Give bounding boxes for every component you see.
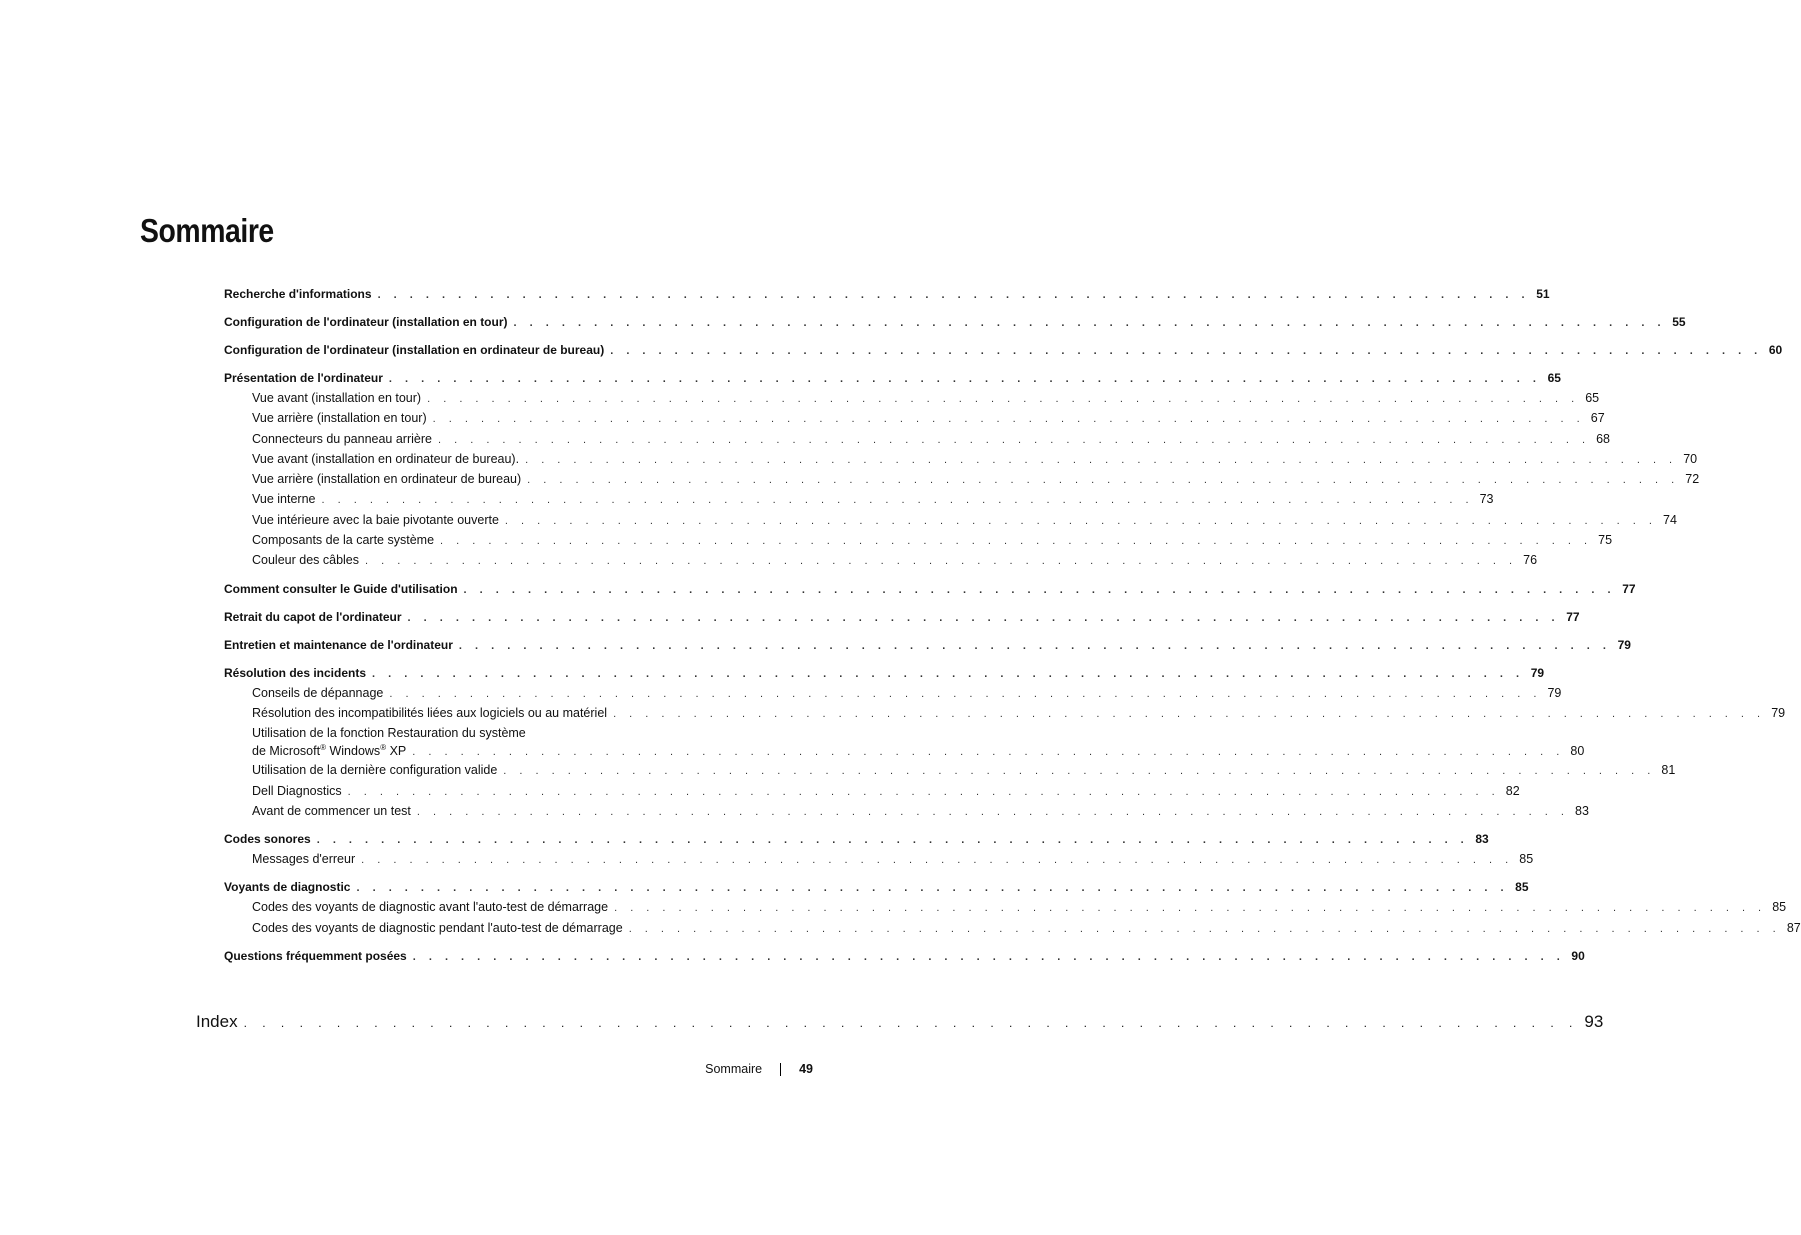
toc-subentry-page: 82 xyxy=(1505,783,1520,798)
leader-dots: . . . . . . . . . . . . . . . . . . . . . . . . . . . . . . . . . . . . . . . . . . . . . . . . . . . . . . . . . . . . . . . . . . . . . . . . xyxy=(513,317,1666,329)
leader-dots: . . . . . . . . . . . . . . . . . . . . . . . . . . . . . . . . . . . . . . . . . . . . . . . . . . . . . . . . . . . . . . . . . . . . . . . . xyxy=(377,289,1530,301)
toc-subentry[interactable] xyxy=(224,852,1534,872)
toc-subentry[interactable] xyxy=(224,512,1677,533)
toc-entry-page: 90 xyxy=(1571,949,1585,964)
toc-entry-page: 51 xyxy=(1536,287,1550,301)
registered-mark: ® xyxy=(320,743,326,753)
toc-subentry-label-line1: Utilisation de la fonction Restauration du système xyxy=(252,726,526,741)
toc-subentry-label: Vue arrière (installation en ordinateur de bureau) xyxy=(252,472,522,487)
toc-subentry-label: Vue arrière (installation en tour) xyxy=(252,411,427,426)
toc-subentry-page: 85 xyxy=(1772,900,1787,915)
leader-dots: . . . . . . . . . . . . . . . . . . . . . . . . . . . . . . . . . . . . . . . . . . . . . . . . . . . . . . . . . . . . . . . . . . . . . . . . xyxy=(243,1016,1579,1030)
toc-subentry-label: Connecteurs du panneau arrière xyxy=(252,431,432,446)
leader-dots: . . . . . . . . . . . . . . . . . . . . . . . . . . . . . . . . . . . . . . . . . . . . . . . . . . . . . . . . . . . . . . . . . . . . . . . . xyxy=(416,805,1569,818)
toc-subentry-page: 67 xyxy=(1590,411,1605,426)
toc-subentry[interactable] xyxy=(224,431,1611,452)
toc-subentry[interactable] xyxy=(224,411,1605,431)
leader-dots: . . . . . . . . . . . . . . . . . . . . . . . . . . . . . . . . . . . . . . . . . . . . . . . . . . . . . . . . . . . . . . . . . . . . . . . . xyxy=(407,611,1560,624)
page-footer xyxy=(0,1062,813,1076)
leader-dots: . . . . . . . . . . . . . . . . . . . . . . . . . . . . . . . . . . . . . . . . . . . . . . . . . . . . . . . . . . . . . . . . . . . . . . . . xyxy=(613,707,1766,720)
toc-entry[interactable] xyxy=(224,371,1561,391)
registered-mark: ® xyxy=(380,743,387,753)
toc-subentry-page: 87 xyxy=(1786,920,1801,935)
toc-entry[interactable] xyxy=(224,832,1489,852)
toc-entry-page: 60 xyxy=(1768,343,1783,357)
toc-subentry[interactable] xyxy=(224,705,1786,726)
toc-subentry-label: Conseils de dépannage xyxy=(252,685,384,700)
leader-dots: . . . . . . . . . . . . . . . . . . . . . . . . . . . . . . . . . . . . . . . . . . . . . . . . . . . . . . . . . . . . . . . . . . . . . . . . xyxy=(440,535,1593,548)
toc-subentry-page: 79 xyxy=(1771,705,1786,720)
toc-subentry-page: 80 xyxy=(1570,744,1585,759)
toc-subentry[interactable] xyxy=(224,920,1801,941)
toc-entry-label: Codes sonores xyxy=(224,832,311,847)
toc-subentry-label: Codes des voyants de diagnostic avant l'auto-test de démarrage xyxy=(252,900,609,915)
toc-subentry[interactable] xyxy=(224,803,1589,824)
toc-subentry-label: Vue avant (installation en ordinateur de bureau). xyxy=(252,451,520,466)
toc-subentry-label: Avant de commencer un test xyxy=(252,803,411,818)
toc-subentry[interactable] xyxy=(224,533,1613,553)
toc-entry-page: 55 xyxy=(1672,315,1686,329)
toc-index-entry[interactable] xyxy=(196,1012,1604,1032)
toc-entry[interactable] xyxy=(224,315,1686,335)
toc-subentry-label: Codes des voyants de diagnostic pendant l'auto-test de démarrage xyxy=(252,920,623,935)
toc-subentry-page: 73 xyxy=(1479,492,1494,507)
leader-dots: . . . . . . . . . . . . . . . . . . . . . . . . . . . . . . . . . . . . . . . . . . . . . . . . . . . . . . . . . . . . . . . . . . . . . . . . xyxy=(503,765,1656,778)
leader-dots: . . . . . . . . . . . . . . . . . . . . . . . . . . . . . . . . . . . . . . . . . . . . . . . . . . . . . . . . . . . . . . . . . . . . . . . . xyxy=(361,854,1514,867)
toc-subentry-page: 76 xyxy=(1523,553,1538,568)
leader-dots: . . . . . . . . . . . . . . . . . . . . . . . . . . . . . . . . . . . . . . . . . . . . . . . . . . . . . . . . . . . . . . . . . . . . . . . . xyxy=(412,746,1565,759)
toc-entry-label: Configuration de l'ordinateur (installation en ordinateur de bureau) xyxy=(224,343,605,357)
toc-subentry-label-line2: de Microsoft® Windows® XP xyxy=(252,743,407,759)
footer-page-number: 49 xyxy=(799,1062,813,1076)
leader-dots: . . . . . . . . . . . . . . . . . . . . . . . . . . . . . . . . . . . . . . . . . . . . . . . . . . . . . . . . . . . . . . . . . . . . . . . . xyxy=(321,494,1474,507)
toc-subentry-label: Résolution des incompatibilités liées aux logiciels ou au matériel xyxy=(252,705,608,720)
leader-dots: . . . . . . . . . . . . . . . . . . . . . . . . . . . . . . . . . . . . . . . . . . . . . . . . . . . . . . . . . . . . . . . . . . . . . . . . xyxy=(389,687,1542,700)
toc-entry-label: Configuration de l'ordinateur (installation en tour) xyxy=(224,315,508,329)
toc-entry-label: Recherche d'informations xyxy=(224,287,372,301)
footer-section: Sommaire xyxy=(705,1062,763,1076)
leader-dots: . . . . . . . . . . . . . . . . . . . . . . . . . . . . . . . . . . . . . . . . . . . . . . . . . . . . . . . . . . . . . . . . . . . . . . . . xyxy=(458,639,1611,652)
toc-subentry-label: Utilisation de la dernière configuration valide xyxy=(252,763,498,778)
toc-entry-page: 77 xyxy=(1622,581,1636,596)
toc-entry-label: Entretien et maintenance de l'ordinateur xyxy=(224,637,453,652)
index-label: Index xyxy=(196,1012,238,1031)
toc-subentry-page: 85 xyxy=(1519,852,1534,867)
leader-dots: . . . . . . . . . . . . . . . . . . . . . . . . . . . . . . . . . . . . . . . . . . . . . . . . . . . . . . . . . . . . . . . . . . . . . . . . xyxy=(628,922,1781,935)
toc-subentry-page: 65 xyxy=(1585,391,1600,405)
toc-subentry-label: Vue intérieure avec la baie pivotante ouverte xyxy=(252,512,499,527)
leader-dots: . . . . . . . . . . . . . . . . . . . . . . . . . . . . . . . . . . . . . . . . . . . . . . . . . . . . . . . . . . . . . . . . . . . . . . . . xyxy=(432,413,1585,426)
toc-subentry[interactable] xyxy=(224,726,1585,763)
toc-entry-label: Questions fréquemment posées xyxy=(224,949,407,964)
toc-entry[interactable] xyxy=(224,949,1585,969)
toc-entry-page: 83 xyxy=(1475,832,1489,847)
leader-dots: . . . . . . . . . . . . . . . . . . . . . . . . . . . . . . . . . . . . . . . . . . . . . . . . . . . . . . . . . . . . . . . . . . . . . . . . xyxy=(614,902,1767,915)
toc-entry[interactable] xyxy=(224,581,1636,602)
page-title: Sommaire xyxy=(140,212,274,249)
toc-entry[interactable] xyxy=(224,287,1550,307)
leader-dots: . . . . . . . . . . . . . . . . . . . . . . . . . . . . . . . . . . . . . . . . . . . . . . . . . . . . . . . . . . . . . . . . . . . . . . . . xyxy=(372,667,1525,680)
toc-entry-label: Comment consulter le Guide d'utilisation xyxy=(224,581,458,596)
table-of-contents xyxy=(224,287,1801,969)
toc-entry-page: 77 xyxy=(1566,609,1580,624)
toc-subentry-label: Vue interne xyxy=(252,492,316,507)
leader-dots: . . . . . . . . . . . . . . . . . . . . . . . . . . . . . . . . . . . . . . . . . . . . . . . . . . . . . . . . . . . . . . . . . . . . . . . . xyxy=(316,834,1469,847)
leader-dots: . . . . . . . . . . . . . . . . . . . . . . . . . . . . . . . . . . . . . . . . . . . . . . . . . . . . . . . . . . . . . . . . . . . . . . . . xyxy=(504,514,1657,527)
toc-subentry-label: Composants de la carte système xyxy=(252,533,435,548)
leader-dots: . . . . . . . . . . . . . . . . . . . . . . . . . . . . . . . . . . . . . . . . . . . . . . . . . . . . . . . . . . . . . . . . . . . . . . . . xyxy=(527,474,1680,487)
toc-entry[interactable] xyxy=(224,609,1580,630)
toc-entry-page: 65 xyxy=(1547,371,1561,385)
toc-entry[interactable] xyxy=(224,637,1631,658)
toc-subentry-page: 68 xyxy=(1596,431,1611,446)
leader-dots: . . . . . . . . . . . . . . . . . . . . . . . . . . . . . . . . . . . . . . . . . . . . . . . . . . . . . . . . . . . . . . . . . . . . . . . . xyxy=(347,785,1500,798)
leader-dots: . . . . . . . . . . . . . . . . . . . . . . . . . . . . . . . . . . . . . . . . . . . . . . . . . . . . . . . . . . . . . . . . . . . . . . . . xyxy=(356,882,1509,895)
index-page: 93 xyxy=(1584,1012,1604,1031)
toc-entry-page: 79 xyxy=(1530,665,1545,680)
toc-subentry-label: Couleur des câbles xyxy=(252,553,360,568)
toc-subentry-page: 74 xyxy=(1663,512,1677,527)
toc-subentry-page: 70 xyxy=(1683,451,1698,466)
toc-subentry[interactable] xyxy=(224,492,1494,512)
toc-entry-page: 79 xyxy=(1617,637,1631,652)
leader-dots: . . . . . . . . . . . . . . . . . . . . . . . . . . . . . . . . . . . . . . . . . . . . . . . . . . . . . . . . . . . . . . . . . . . . . . . . xyxy=(412,951,1565,964)
toc-entry-label: Résolution des incidents xyxy=(224,665,367,680)
toc-subentry[interactable] xyxy=(224,783,1520,804)
leader-dots: . . . . . . . . . . . . . . . . . . . . . . . . . . . . . . . . . . . . . . . . . . . . . . . . . . . . . . . . . . . . . . . . . . . . . . . . xyxy=(463,583,1616,596)
leader-dots: . . . . . . . . . . . . . . . . . . . . . . . . . . . . . . . . . . . . . . . . . . . . . . . . . . . . . . . . . . . . . . . . . . . . . . . . xyxy=(427,393,1580,405)
toc-subentry-page: 81 xyxy=(1661,763,1676,778)
leader-dots: . . . . . . . . . . . . . . . . . . . . . . . . . . . . . . . . . . . . . . . . . . . . . . . . . . . . . . . . . . . . . . . . . . . . . . . . xyxy=(437,433,1591,446)
toc-subentry[interactable] xyxy=(224,553,1538,573)
toc-subentry-label: Vue avant (installation en tour) xyxy=(252,391,422,405)
footer-separator xyxy=(780,1063,781,1076)
toc-subentry-page: 83 xyxy=(1575,803,1589,818)
toc-entry[interactable] xyxy=(224,665,1545,686)
toc-subentry[interactable] xyxy=(224,763,1676,783)
toc-subentry[interactable] xyxy=(224,685,1562,706)
toc-entry[interactable] xyxy=(224,343,1783,363)
toc-subentry[interactable] xyxy=(224,451,1698,472)
leader-dots: . . . . . . . . . . . . . . . . . . . . . . . . . . . . . . . . . . . . . . . . . . . . . . . . . . . . . . . . . . . . . . . . . . . . . . . . xyxy=(525,453,1678,466)
toc-entry-label: Voyants de diagnostic xyxy=(224,880,351,895)
toc-subentry-page: 79 xyxy=(1547,685,1562,700)
toc-entry-label: Présentation de l'ordinateur xyxy=(224,371,383,385)
toc-subentry[interactable] xyxy=(224,472,1700,492)
leader-dots: . . . . . . . . . . . . . . . . . . . . . . . . . . . . . . . . . . . . . . . . . . . . . . . . . . . . . . . . . . . . . . . . . . . . . . . . xyxy=(388,373,1541,385)
leader-dots: . . . . . . . . . . . . . . . . . . . . . . . . . . . . . . . . . . . . . . . . . . . . . . . . . . . . . . . . . . . . . . . . . . . . . . . . xyxy=(365,555,1518,568)
toc-subentry-page: 75 xyxy=(1598,533,1613,548)
toc-subentry-label: Messages d'erreur xyxy=(252,852,356,867)
toc-entry[interactable] xyxy=(224,880,1529,900)
toc-subentry-label: Dell Diagnostics xyxy=(252,783,342,798)
toc-entry-page: 85 xyxy=(1515,880,1529,895)
leader-dots: . . . . . . . . . . . . . . . . . . . . . . . . . . . . . . . . . . . . . . . . . . . . . . . . . . . . . . . . . . . . . . . . . . . . . . . . xyxy=(610,345,1763,357)
toc-subentry[interactable] xyxy=(224,900,1787,920)
toc-subentry[interactable] xyxy=(224,391,1600,411)
toc-subentry-page: 72 xyxy=(1685,472,1700,487)
toc-entry-label: Retrait du capot de l'ordinateur xyxy=(224,609,402,624)
